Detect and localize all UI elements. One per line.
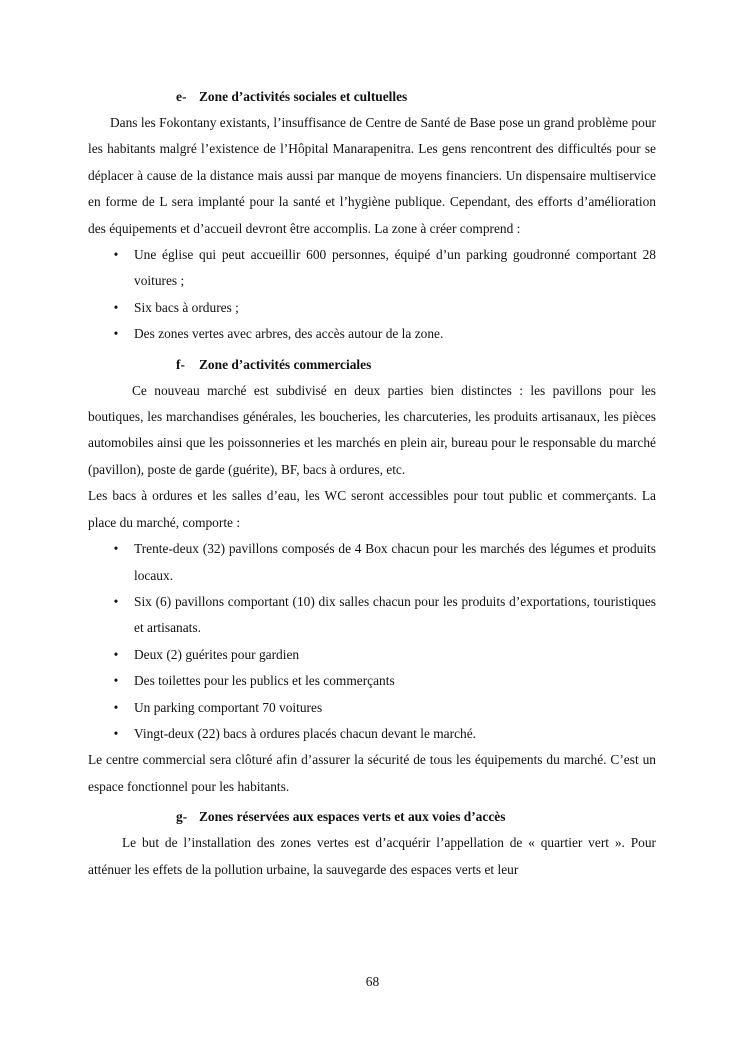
bullet-icon: • xyxy=(113,247,119,263)
list-item: • Deux (2) guérites pour gardien xyxy=(88,642,656,668)
list-item: • Six (6) pavillons comportant (10) dix salles chacun pour les produits d’exportations, touristiques et artisanats. xyxy=(88,589,656,642)
list-item: • Vingt-deux (22) bacs à ordures placés chacun devant le marché. xyxy=(88,721,656,747)
section-f-paragraph-1: Ce nouveau marché est subdivisé en deux parties bien distinctes : les pavillons pour les boutiques, les marchandises générales, les boucheries, les charcuteries, les produits artisanaux, les pièces automobiles ainsi que les poissonneries et les marchés en plein air, bureau pour le responsable du marché (pavillon), poste de garde (guérite), BF, bacs à ordures, etc. xyxy=(88,382,656,477)
section-e-number: e- xyxy=(176,89,187,104)
section-f-paragraph-3: Le centre commercial sera clôturé afin d’assurer la sécurité de tous les équipements du marché. C’est un espace fonctionnel pour les habitants. xyxy=(88,752,656,794)
section-e-title: Zone d’activités sociales et cultuelles xyxy=(199,89,408,104)
list-item: • Une église qui peut accueillir 600 personnes, équipé d’un parking goudronné comportant 28 voitures ; xyxy=(88,242,656,295)
section-e-list xyxy=(88,242,656,348)
list-item: • Des zones vertes avec arbres, des accès autour de la zone. xyxy=(88,321,656,347)
section-g-title: Zones réservées aux espaces verts et aux voies d’accès xyxy=(199,809,506,825)
list-item: • Trente-deux (32) pavillons composés de 4 Box chacun pour les marchés des légumes et produits locaux. xyxy=(88,536,656,589)
bullet-icon: • xyxy=(113,699,119,715)
section-f-heading xyxy=(88,352,656,378)
section-g-heading xyxy=(88,804,656,830)
bullet-icon: • xyxy=(113,646,119,662)
bullet-icon: • xyxy=(113,725,119,741)
list-item: • Six bacs à ordures ; xyxy=(88,295,656,321)
section-f-title: Zone d’activités commerciales xyxy=(199,356,372,372)
section-g-paragraph: Le but de l’installation des zones vertes est d’acquérir l’appellation de « quartier vert ». Pour atténuer les effets de la pollution urbaine, la sauvegarde des espaces verts et leur xyxy=(88,835,656,877)
document-page xyxy=(88,84,656,883)
bullet-icon: • xyxy=(113,326,119,342)
section-e-heading xyxy=(88,84,656,110)
section-f-paragraph-2: Les bacs à ordures et les salles d’eau, les WC seront accessibles pour tout public et commerçants. La place du marché, comporte : xyxy=(88,488,656,530)
page-number: 68 xyxy=(365,974,380,989)
list-item: • Des toilettes pour les publics et les commerçants xyxy=(88,668,656,694)
bullet-icon: • xyxy=(113,541,119,557)
bullet-icon: • xyxy=(113,593,119,609)
bullet-icon: • xyxy=(113,299,119,315)
section-f-number: f- xyxy=(176,356,185,372)
section-f-list xyxy=(88,536,656,747)
section-g-number: g- xyxy=(176,809,188,825)
bullet-icon: • xyxy=(113,673,119,689)
list-item: • Un parking comportant 70 voitures xyxy=(88,695,656,721)
section-e-paragraph: Dans les Fokontany existants, l’insuffisance de Centre de Santé de Base pose un grand problème pour les habitants malgré l’existence de l’Hôpital Manarapenitra. Les gens rencontrent des difficultés pour se déplacer à cause de la distance mais aussi par manque de moyens financiers. Un dispensaire multiservice en forme de L sera implanté pour la santé et l’hygiène publique. Cependant, des efforts d’amélioration des équipements et d’accueil devront être accomplis. La zone à créer comprend : xyxy=(88,115,656,236)
